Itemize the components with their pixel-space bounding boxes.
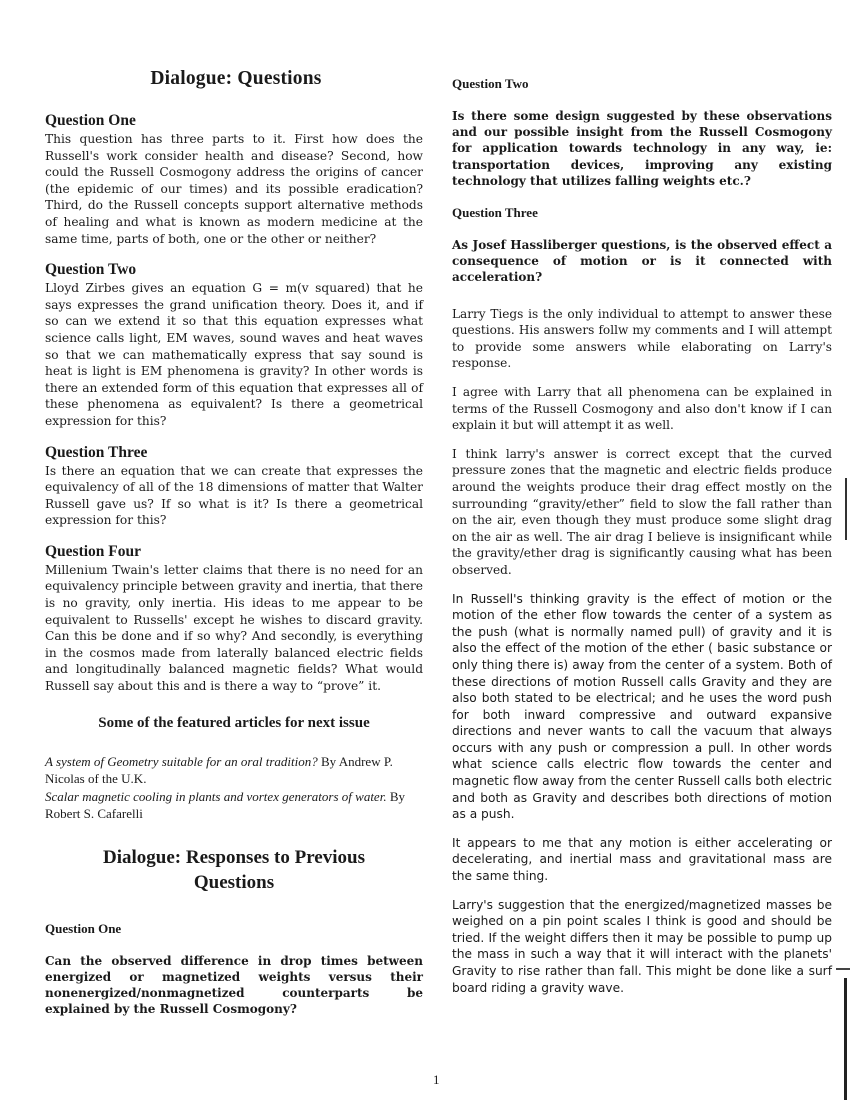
section-title-responses [45, 845, 423, 895]
featured-article-1-title: A system of Geometry suitable for an oral tradition? [45, 753, 318, 769]
right-column [452, 76, 832, 996]
featured-article-2-author: By Robert S. Cafarelli [45, 788, 405, 822]
response-paragraph-6: Larry's suggestion that the energized/magnetized masses be weighed on a pin point scales I think is good and should be tried. If the weight differs then it may be possible to pump up the mass in such a way that it will interact with the planets' Gravity to rise rather than fall. This might be done like a surf board riding a gravity wave. [452, 897, 832, 995]
response-question-one-heading: Question One [45, 920, 122, 936]
question-two-heading: Question Two [45, 261, 137, 279]
scan-edge-mark [844, 978, 847, 1100]
featured-articles-heading: Some of the featured articles for next issue [98, 714, 370, 731]
response-paragraph-4: In Russell's thinking gravity is the effect of motion or the motion of the ether flow towards the center of a system as the push (what is normally named pull) of gravity and it is also the effect of the motion of the ether ( basic substance or only thing there is) away from the center of a system. Both of these directions of motion Russell calls Gravity and they are also both stated to be electrical; and he uses the word push for both inward compressive and outward expansive directions and never wants to call the vacuum that always occurs with any push or compression a pull. In other words what science calls electric flow towards the center and magnetic flow away from the center Russell calls both electric and both as Gravity and describes both directions of motion as a push. [452, 591, 832, 822]
response-question-two-heading: Question Two [452, 76, 529, 91]
response-question-three-text: As Josef Hassliberger questions, is the observed effect a consequence of motion or is it connected with acceleration? [452, 238, 832, 285]
responses-title-line-1: Dialogue: Responses to Previous [103, 846, 365, 868]
page-number: 1 [433, 1072, 440, 1087]
question-four-text: Millenium Twain's letter claims that there is no need for an equivalency principle between gravity and inertia, that there is no gravity, only inertia. His ideas to me appear to be equivalent to Russells' except he wishes to discard gravity. Can this be done and if so why? And secondly, is everything in the cosmos made from laterally balanced electric fields and longitudinally balanced magnetic fields? What would Russell say about this and is there a way to “prove” it. [45, 562, 423, 694]
featured-article-2 [45, 788, 423, 823]
response-question-two-text: Is there some design suggested by these observations and our possible insight from the Russell Cosmogony for application towards technology in any way, ie: transportation devices, improving any existing technology that utilizes falling weights etc.? [452, 109, 832, 188]
response-paragraph-2: I agree with Larry that all phenomena can be explained in terms of the Russell Cosmogony and also don't know if I can explain it but will attempt it as well. [452, 385, 832, 433]
section-title-questions: Dialogue: Questions [150, 68, 322, 89]
featured-article-2-title: Scalar magnetic cooling in plants and vortex generators of water. [45, 788, 387, 804]
question-four-heading: Question Four [45, 542, 142, 560]
scan-edge-mark [836, 968, 850, 970]
response-question-three-heading: Question Three [452, 205, 538, 221]
scan-edge-mark [845, 478, 847, 540]
response-paragraph-1: Larry Tiegs is the only individual to attempt to answer these questions. His answers follw my comments and I will attempt to provide some answers while elaborating on Larry's response. [452, 306, 832, 371]
responses-title-line-2: Questions [193, 871, 275, 893]
featured-article-1 [45, 753, 423, 788]
left-column [45, 68, 423, 1017]
question-three-text: Is there an equation that we can create that expresses the equivalency of all of the 18 dimensions of matter that Walter Russell gave us? If so what is it? Is there a geometrical expression for this? [45, 463, 423, 528]
response-question-one-text: Can the observed difference in drop times between energized or magnetized weights versus their nonenergized/nonmagnetized counterparts be explained by the Russell Cosmogony? [45, 953, 423, 1017]
featured-article-1-author: By Andrew P. Nicolas of the U.K. [45, 753, 393, 787]
question-three-heading: Question Three [45, 443, 148, 461]
question-two-text: Lloyd Zirbes gives an equation G = m(v squared) that he says expresses the grand unification theory. Does it, and if so can we extend it so that this equation expresses what science calls light, EM waves, sound waves and heat waves so that we can mathematically express that say sound is heat is light is EM phenomena is gravity? In other words is there an extended form of this equation that expresses all of these phenomena as equivalent? Is there a geometrical expression for this? [45, 281, 423, 428]
question-one-text: This question has three parts to it. First how does the Russell's work consider health and disease? Second, how could the Russell Cosmogony address the origins of cancer (the epidemic of our times) and its possible eradication? Third, do the Russell concepts support alternative methods of healing and what is known as modern medicine at the same time, parts of both, one or the other or neither? [45, 132, 423, 246]
response-paragraph-3: I think larry's answer is correct except that the curved pressure zones that the magnetic and electric fields produce around the weights produce their drag effect mostly on the surrounding “gravity/ether” field to slow the fall rather than on the air, even though they must produce some slight drag on the air as well. The air drag I believe is insignificant while the gravity/ether drag is significantly causing what has been observed. [452, 446, 832, 577]
response-paragraph-5: It appears to me that any motion is either accelerating or decelerating, and inertial mass and gravitational mass are the same thing. [452, 835, 832, 884]
question-one-heading: Question One [45, 112, 136, 129]
